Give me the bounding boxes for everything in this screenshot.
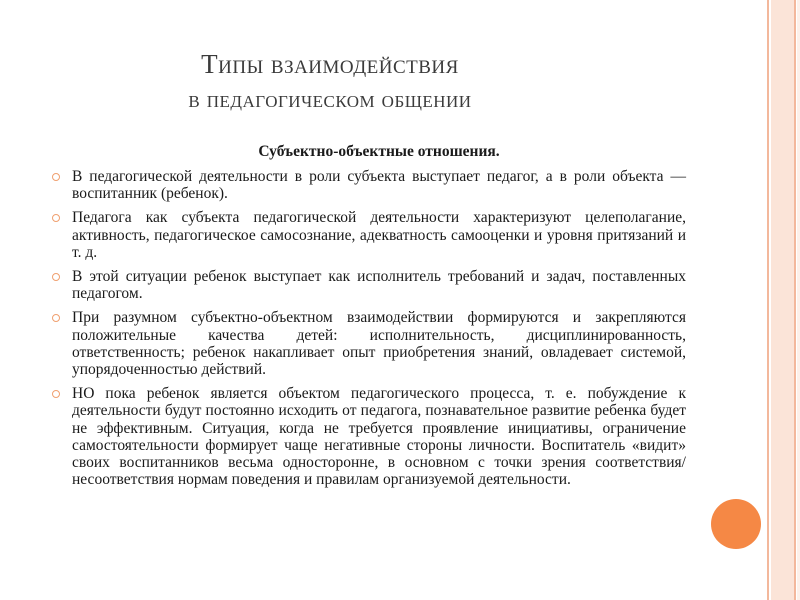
decorative-stripe (794, 0, 796, 600)
decorative-stripe (771, 0, 794, 600)
section-subtitle: Субъектно-объектные отношения. (258, 143, 500, 160)
bullet-text: В этой ситуации ребенок выступает как исполнитель требований и задач, поставленных педагогом. (72, 268, 686, 303)
bullet-item (72, 385, 686, 488)
bullet-marker-icon (52, 314, 60, 322)
decorative-circle (711, 499, 761, 549)
bullet-text: Педагога как субъекта педагогической деятельности характеризуют целеполагание, активность, педагогическое самосознание, адекватность самооценки и уровня притязаний и т. д. (72, 209, 686, 261)
bullet-marker-icon (52, 173, 60, 181)
bullet-text: НО пока ребенок является объектом педагогического процесса, т. е. побуждение к деятельности будут постоянно исходить от педагога, познавательное развитие ребенка будет не эффективным. Ситуация, когда не требуется проявление инициативы, ограничение самостоятельности формирует чаще негативные стороны личности. Воспитатель «видит» своих воспитанников весьма односторонне, в основном с точки зрения соответствия/несоответствия нормам поведения и правилам организуемой деятельности. (72, 385, 686, 489)
slide-title-line-1: Типы взаимодействия (201, 49, 459, 79)
bullet-list (72, 168, 686, 495)
bullet-marker-icon (52, 214, 60, 222)
bullet-item (72, 209, 686, 261)
slide-title (60, 46, 600, 118)
bullet-marker-icon (52, 273, 60, 281)
slide-title-line-2: в педагогическом общении (188, 87, 472, 113)
bullet-item (72, 268, 686, 302)
bullet-marker-icon (52, 390, 60, 398)
bullet-text: При разумном субъектно-объектном взаимодействии формируются и закрепляются положительные качества детей: исполнительность, дисциплинированность, ответственность; ребенок накапливает опыт приобретения знаний, овладевает системой, упорядоченностью действий. (72, 309, 686, 379)
bullet-item (72, 309, 686, 378)
bullet-text: В педагогической деятельности в роли субъекта выступает педагог, а в роли объекта — воспитанник (ребенок). (72, 168, 686, 203)
bullet-item (72, 168, 686, 202)
decorative-stripe (767, 0, 769, 600)
